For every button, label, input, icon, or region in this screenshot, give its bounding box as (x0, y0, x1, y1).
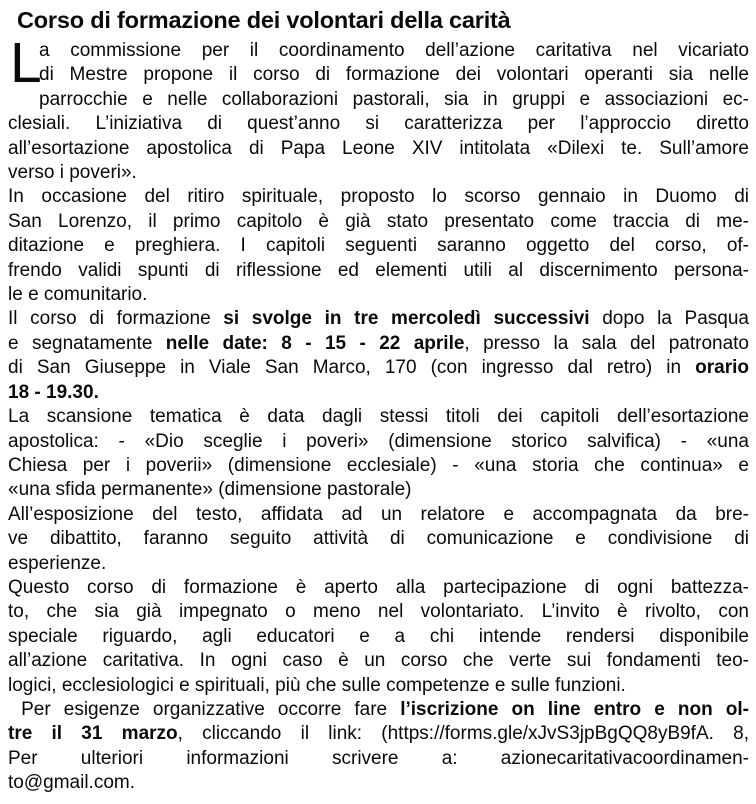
text-line (8, 552, 749, 576)
text-line (8, 600, 749, 624)
text-line (39, 88, 749, 112)
text-line (8, 405, 749, 429)
text-line (8, 381, 749, 405)
paragraph (8, 31, 749, 185)
text-line (8, 576, 749, 600)
text-line (8, 674, 749, 698)
text-segment: San Lorenzo, il primo capitolo è già stato presentato come traccia di me- (8, 210, 749, 232)
text-line (8, 259, 749, 283)
text-line (8, 137, 749, 161)
text-segment: logici, ecclesiologici e spirituali, più che sulle competenze e sulle funzioni. (8, 674, 626, 696)
text-segment: all’azione caritativa. In ogni caso è un corso che verte sui fondamenti teo- (8, 650, 749, 672)
text-segment: clesiali. L’iniziativa di quest’anno si caratterizza per l’approccio diretto (8, 113, 749, 135)
bold-text-segment: 18 - 19.30. (8, 381, 99, 403)
text-segment: , cliccando il link: (https://forms.gle/xJvS3jpBgQQ8yB9fA. 8, (177, 723, 749, 745)
text-line (8, 625, 749, 649)
text-segment: speciale riguardo, agli educatori e a chi intende rendersi disponibile (8, 625, 749, 647)
text-segment: In occasione del ritiro spirituale, proposto lo scorso gennaio in Duomo di (8, 186, 749, 208)
text-segment: Per esigenze organizzative occorre fare (8, 698, 401, 720)
text-segment: «una sfida permanente» (dimensione pastorale) (8, 479, 412, 501)
text-segment: frendo validi spunti di riflessione ed elementi utili al discernimento persona- (8, 259, 749, 281)
bold-text-segment: l’iscrizione on line entro e non ol- (400, 698, 749, 720)
document-body (8, 31, 749, 796)
text-segment: All’esposizione del testo, affidata ad un relatore e accompagnata da bre- (8, 503, 749, 525)
text-segment: a commissione per il coordinamento dell’azione caritativa nel vicariato (39, 40, 749, 61)
text-line (8, 527, 749, 551)
text-line (8, 112, 749, 136)
text-segment: le e comunitario. (8, 284, 148, 306)
text-line (8, 161, 749, 185)
page-title: Corso di formazione dei volontari della carità (17, 7, 511, 33)
text-segment: , presso la sala del patronato (464, 332, 749, 354)
text-line (8, 185, 749, 209)
text-segment: parrocchie e nelle collaborazioni pastorali, sia in gruppi e associazioni ec- (39, 88, 749, 110)
text-segment: dopo la Pasqua (589, 308, 749, 330)
bold-text-segment: tre il 31 marzo (8, 723, 178, 745)
text-line (8, 649, 749, 673)
text-segment: to@gmail.com. (8, 772, 135, 794)
text-line (8, 430, 749, 454)
text-segment: to, che sia già impegnato o meno nel volontariato. L’invito è rivolto, con (8, 601, 749, 623)
paragraph (8, 405, 749, 503)
paragraph (8, 698, 749, 796)
text-segment: di San Giuseppe in Viale San Marco, 170 (con ingresso dal retro) in (8, 357, 696, 379)
bold-text-segment: si svolge in tre mercoledì successivi (223, 308, 590, 330)
text-line (39, 39, 749, 63)
text-segment: Per ulteriori informazioni scrivere a: azionecaritativacoordinamen- (8, 747, 749, 769)
text-line (8, 234, 749, 258)
text-segment: verso i poveri». (8, 162, 137, 184)
text-segment: La scansione tematica è data dagli stessi titoli dei capitoli dell’esortazione (8, 406, 749, 428)
text-line (8, 332, 749, 356)
text-line (39, 63, 749, 87)
drop-cap: L (10, 31, 42, 95)
text-line (8, 747, 749, 771)
text-line (8, 210, 749, 234)
text-line (8, 454, 749, 478)
text-segment: esperienze. (8, 552, 107, 574)
text-segment: di Mestre propone il corso di formazione dei volontari operanti sia nelle (39, 64, 749, 86)
text-line (8, 283, 749, 307)
text-line (8, 307, 749, 331)
text-line (8, 503, 749, 527)
text-segment: Chiesa per i poverii» (dimensione ecclesiale) - «una storia che continua» e (8, 454, 749, 476)
text-line (8, 478, 749, 502)
text-segment: all’esortazione apostolica di Papa Leone XIV intitolata «Dilexi te. Sull’amore (8, 137, 749, 159)
text-line (8, 771, 749, 795)
text-segment: apostolica: - «Dio sceglie i poveri» (dimensione storico salvifica) - «una (8, 430, 749, 452)
text-segment: e segnatamente (8, 332, 166, 354)
bold-text-segment: orario (695, 357, 749, 379)
paragraph (8, 576, 749, 698)
paragraph (8, 307, 749, 405)
text-line (8, 698, 749, 722)
text-line (8, 356, 749, 380)
text-segment: Il corso di formazione (8, 308, 224, 330)
text-segment: Questo corso di formazione è aperto alla partecipazione di ogni battezza- (8, 576, 749, 598)
text-segment: ve dibattito, faranno seguito attività di comunicazione e condivisione di (8, 528, 749, 550)
paragraph (8, 185, 749, 307)
bold-text-segment: nelle date: 8 - 15 - 22 aprile (165, 332, 465, 354)
text-segment: ditazione e preghiera. I capitoli seguenti saranno oggetto del corso, of- (8, 235, 749, 257)
paragraph (8, 503, 749, 576)
text-line (8, 722, 749, 746)
